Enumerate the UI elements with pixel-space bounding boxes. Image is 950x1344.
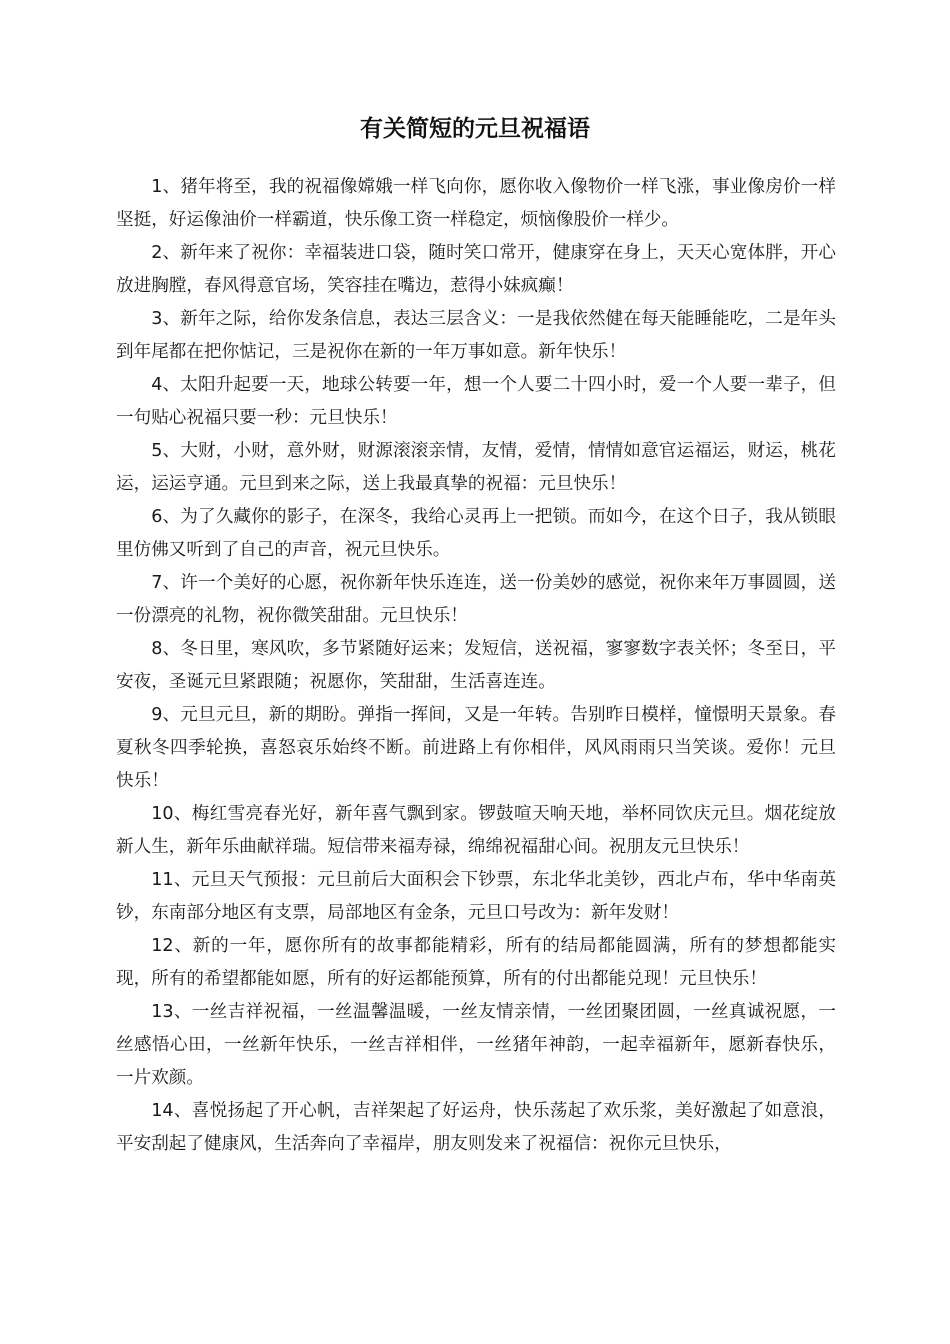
paragraph-6: 6、为了久藏你的影子，在深冬，我给心灵再上一把锁。而如今，在这个日子，我从锁眼里仿佛又听到了自己的声音，祝元旦快乐。 [116,507,836,560]
paragraph-11: 11、元旦天气预报：元旦前后大面积会下钞票，东北华北美钞，西北卢布，华中华南英钞，东南部分地区有支票，局部地区有金条，元旦口号改为：新年发财！ [116,870,836,923]
document-title: 有关简短的元旦祝福语 [360,116,590,142]
paragraph-13: 13、一丝吉祥祝福，一丝温馨温暖，一丝友情亲情，一丝团聚团圆，一丝真诚祝愿，一丝感悟心田，一丝新年快乐，一丝吉祥相伴，一丝猪年神韵，一起幸福新年，愿新春快乐，一片欢颜。 [116,1002,836,1088]
paragraph-9: 9、元旦元旦，新的期盼。弹指一挥间，又是一年转。告别昨日模样，憧憬明天景象。春夏秋冬四季轮换，喜怒哀乐始终不断。前进路上有你相伴，风风雨雨只当笑谈。爱你！元旦快乐！ [116,705,836,791]
paragraph-5: 5、大财，小财，意外财，财源滚滚亲情，友情，爱情，情情如意官运福运，财运，桃花运，运运亨通。元旦到来之际，送上我最真挚的祝福：元旦快乐！ [116,441,836,494]
paragraph-8: 8、冬日里，寒风吹，多节紧随好运来；发短信，送祝福，寥寥数字表关怀；冬至日，平安夜，圣诞元旦紧跟随；祝愿你，笑甜甜，生活喜连连。 [116,639,836,692]
document-body [116,171,836,1161]
paragraph-10: 10、梅红雪亮春光好，新年喜气飘到家。锣鼓喧天响天地，举杯同饮庆元旦。烟花绽放新人生，新年乐曲献祥瑞。短信带来福寿禄，绵绵祝福甜心间。祝朋友元旦快乐！ [116,804,836,857]
paragraph-1: 1、猪年将至，我的祝福像嫦娥一样飞向你，愿你收入像物价一样飞涨，事业像房价一样坚挺，好运像油价一样霸道，快乐像工资一样稳定，烦恼像股价一样少。 [116,177,836,230]
paragraph-4: 4、太阳升起要一天，地球公转要一年，想一个人要二十四小时，爱一个人要一辈子，但一句贴心祝福只要一秒：元旦快乐！ [116,375,836,428]
paragraph-12: 12、新的一年，愿你所有的故事都能精彩，所有的结局都能圆满，所有的梦想都能实现，所有的希望都能如愿，所有的好运都能预算，所有的付出都能兑现！元旦快乐！ [116,936,836,989]
paragraph-14: 14、喜悦扬起了开心帆，吉祥架起了好运舟，快乐荡起了欢乐浆，美好激起了如意浪，平安刮起了健康风，生活奔向了幸福岸，朋友则发来了祝福信：祝你元旦快乐， [116,1101,836,1154]
paragraph-2: 2、新年来了祝你：幸福装进口袋，随时笑口常开，健康穿在身上，天天心宽体胖，开心放进胸膛，春风得意官场，笑容挂在嘴边，惹得小妹疯癫！ [116,243,836,296]
paragraph-3: 3、新年之际，给你发条信息，表达三层含义：一是我依然健在每天能睡能吃，二是年头到年尾都在把你惦记，三是祝你在新的一年万事如意。新年快乐！ [116,309,836,362]
paragraph-7: 7、许一个美好的心愿，祝你新年快乐连连，送一份美妙的感觉，祝你来年万事圆圆，送一份漂亮的礼物，祝你微笑甜甜。元旦快乐！ [116,573,836,626]
